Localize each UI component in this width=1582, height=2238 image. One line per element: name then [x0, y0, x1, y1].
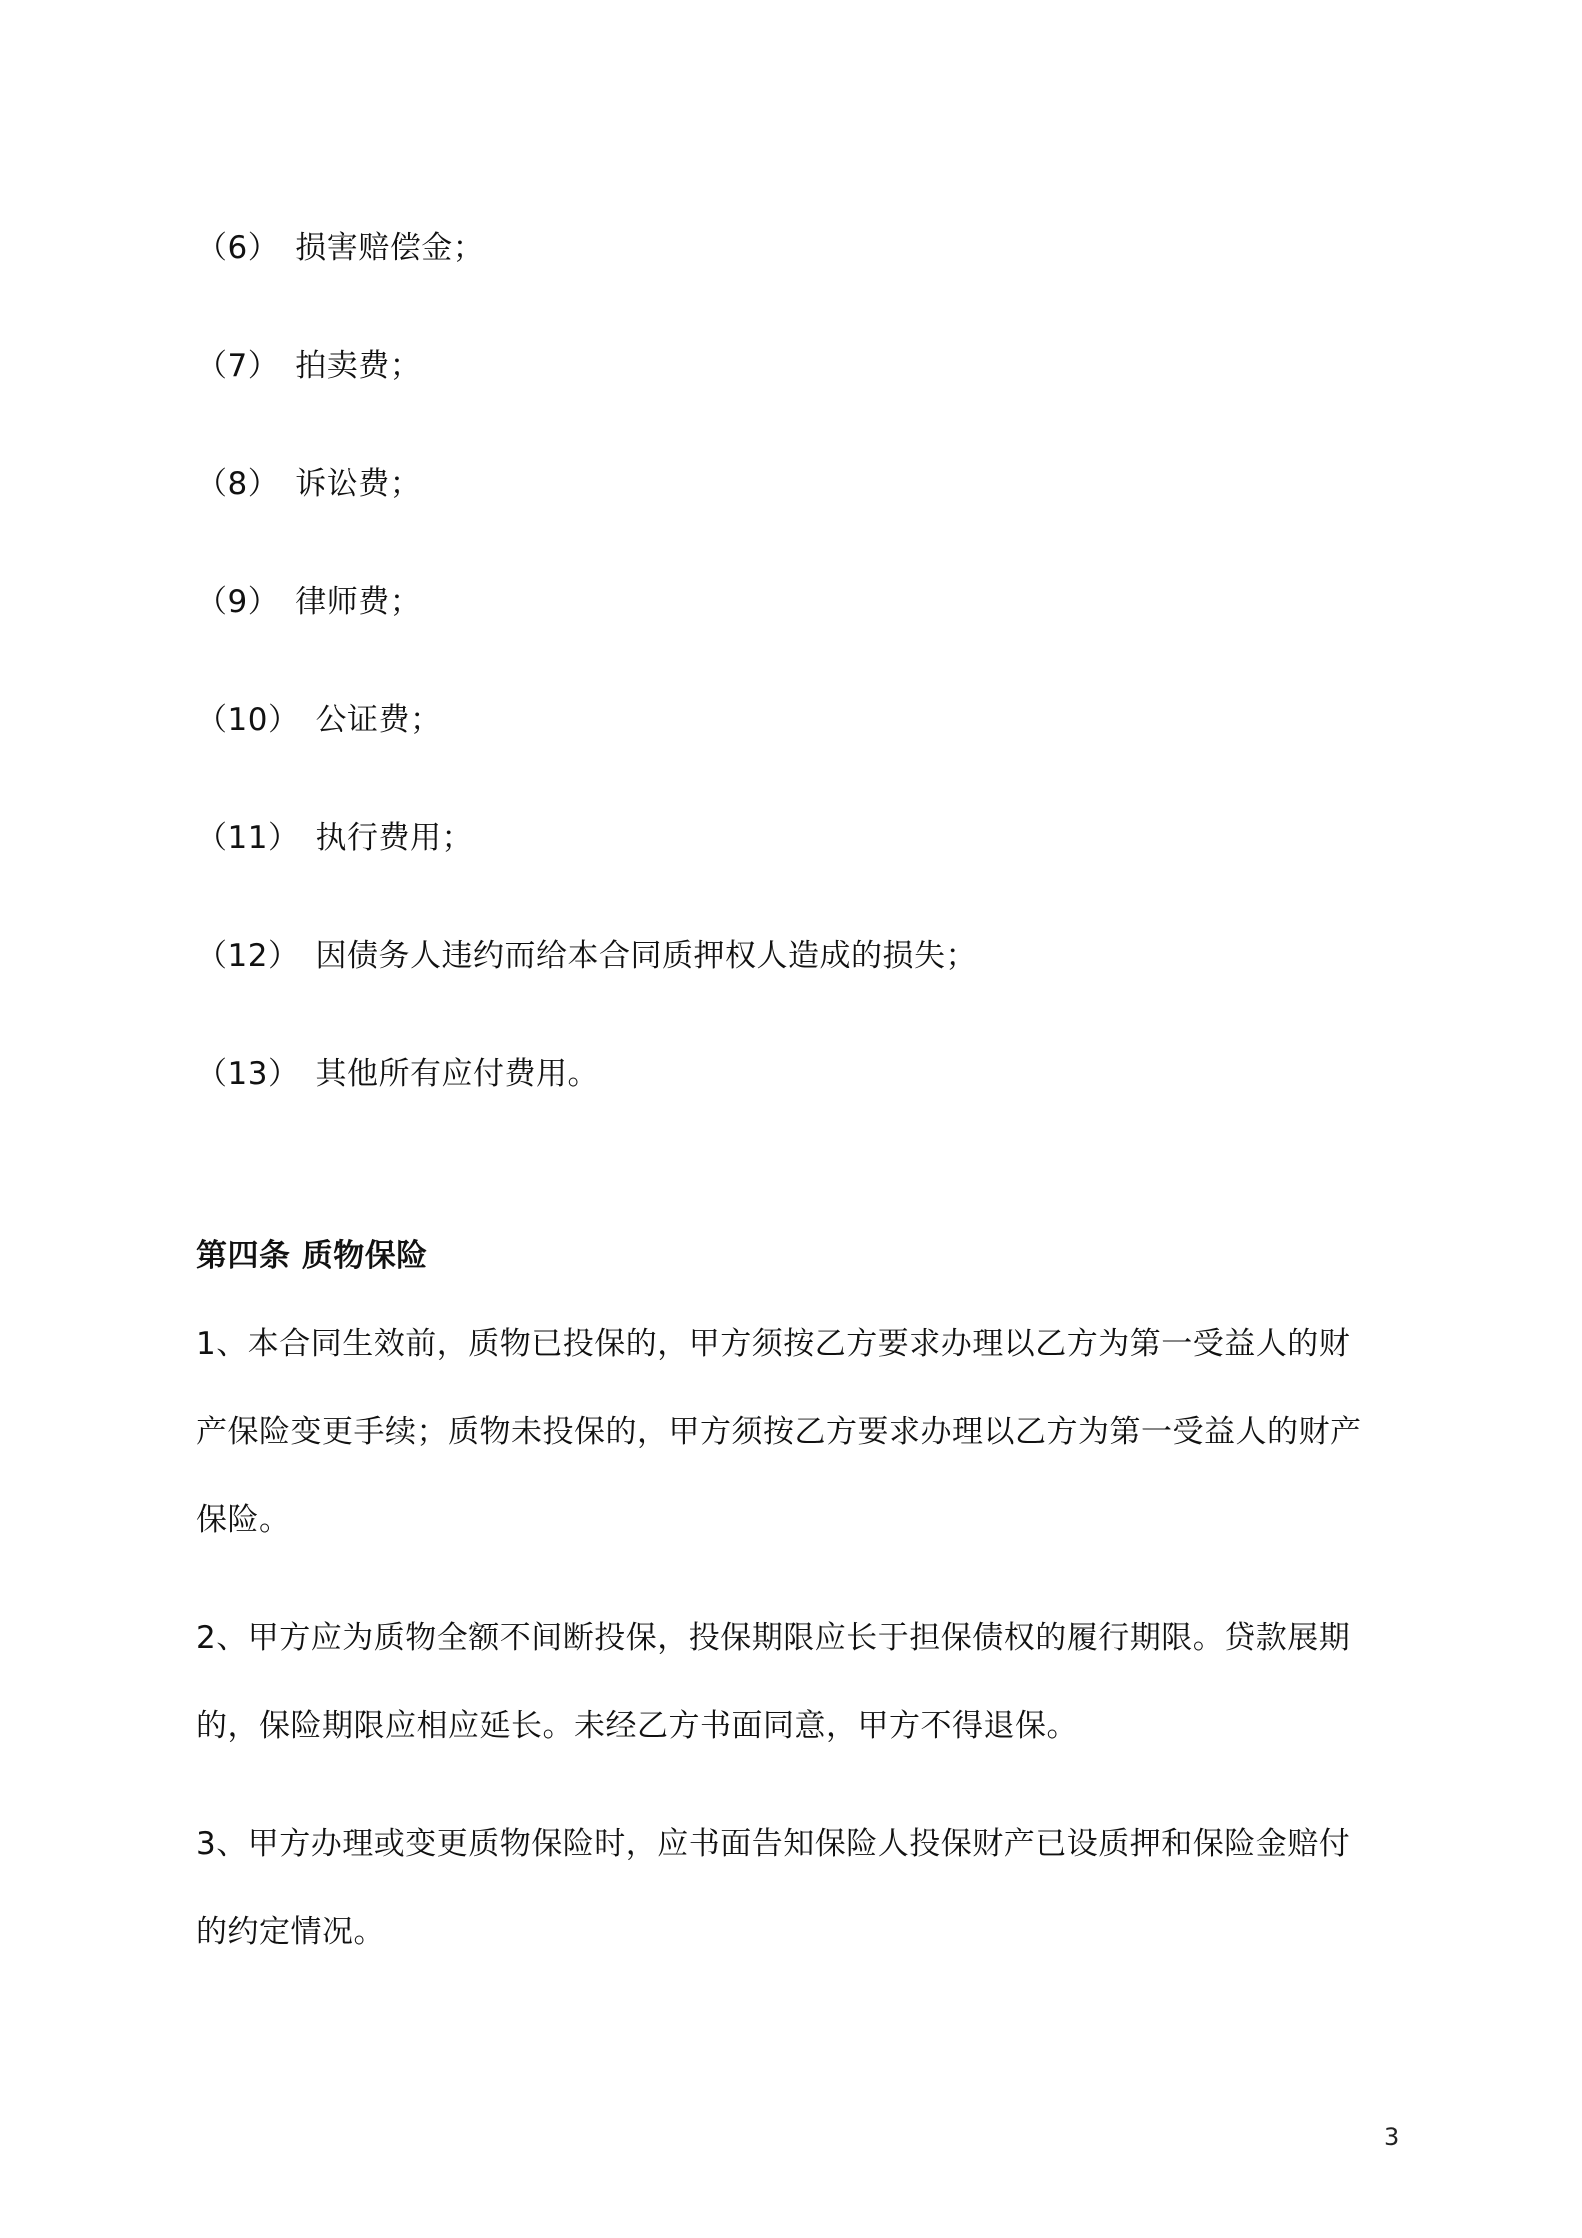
- list-item-text: 因债务人违约而给本合同质押权人造成的损失；: [315, 938, 977, 974]
- list-item: [196, 582, 421, 622]
- list-item: [196, 936, 977, 976]
- list-item-text: 损害赔偿金；: [295, 230, 485, 266]
- paragraph-line: 的约定情况。: [196, 1914, 385, 1950]
- list-item-number: （11）: [196, 820, 300, 856]
- list-item-text: 律师费；: [295, 584, 422, 620]
- paragraph-line: 2、甲方应为质物全额不间断投保，投保期限应长于担保债权的履行期限。贷款展期: [196, 1620, 1351, 1656]
- list-item-text: 公证费；: [315, 702, 442, 738]
- list-item-number: （10）: [196, 702, 300, 738]
- list-item: [196, 464, 421, 504]
- list-item-number: （9）: [196, 584, 280, 620]
- paragraph-line: 产保险变更手续；质物未投保的，甲方须按乙方要求办理以乙方为第一受益人的财产: [196, 1414, 1362, 1450]
- list-item: [196, 228, 484, 268]
- list-item: [196, 700, 441, 740]
- list-item-text: 执行费用；: [315, 820, 473, 856]
- paragraph-line: 3、甲方办理或变更质物保险时，应书面告知保险人投保财产已设质押和保险金赔付: [196, 1826, 1351, 1862]
- page-number: 3: [1384, 2123, 1400, 2151]
- list-item-number: （8）: [196, 466, 280, 502]
- list-item: [196, 346, 421, 386]
- list-item: [196, 818, 473, 858]
- list-item-number: （12）: [196, 938, 300, 974]
- list-item-text: 诉讼费；: [295, 466, 422, 502]
- list-item-text: 拍卖费；: [295, 348, 422, 384]
- list-item: [196, 1054, 599, 1094]
- list-item-text: 其他所有应付费用。: [315, 1056, 599, 1092]
- paragraph-line: 保险。: [196, 1502, 291, 1538]
- paragraph-line: 的，保险期限应相应延长。未经乙方书面同意，甲方不得退保。: [196, 1708, 1078, 1744]
- paragraph-line: 1、本合同生效前，质物已投保的，甲方须按乙方要求办理以乙方为第一受益人的财: [196, 1326, 1351, 1362]
- section-heading: 第四条 质物保险: [196, 1238, 428, 1274]
- list-item-number: （6）: [196, 230, 280, 266]
- list-item-number: （13）: [196, 1056, 300, 1092]
- list-item-number: （7）: [196, 348, 280, 384]
